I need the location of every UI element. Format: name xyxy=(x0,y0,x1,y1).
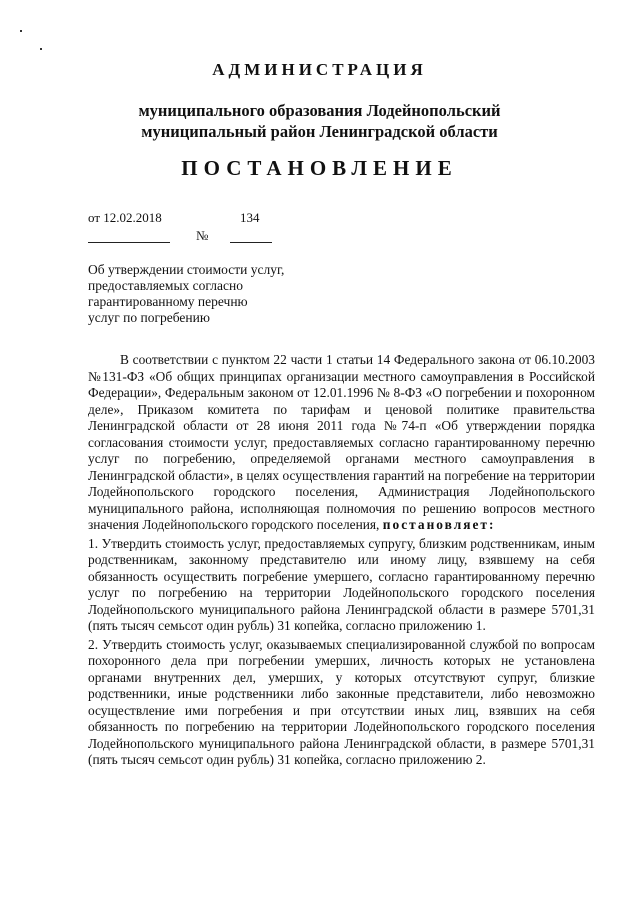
date-prefix: от xyxy=(88,210,101,225)
preamble-paragraph xyxy=(88,352,595,534)
document-subject xyxy=(88,262,284,326)
item-1: 1. Утвердить стоимость услуг, предоставляемых супругу, близким родственникам, иным родственникам, законному представителю или иному лицу, взявшему на себя обязанность осуществить погребение умершего, согласно гарантированному перечню услуг по погребению на территории Лодейнопольского городского поселения Лодейнопольского муниципального района Ленинградской области в размере 5701,31 (пять тысяч семьсот один рубль) 31 копейка, согласно приложению 1. xyxy=(88,535,595,633)
number-value: 134 xyxy=(240,210,260,225)
subject-line: услуг по погребению xyxy=(88,310,210,325)
number-underline xyxy=(230,242,272,243)
document-body xyxy=(88,352,595,769)
decree-word: постановляет: xyxy=(382,517,496,532)
scan-speck xyxy=(40,48,42,50)
subject-line: Об утверждении стоимости услуг, xyxy=(88,262,285,277)
date-field xyxy=(88,210,162,226)
municipality-line-1: муниципального образования Лодейнопольский xyxy=(138,101,501,120)
item-2: 2. Утвердить стоимость услуг, оказываемых специализированной службой по вопросам похоронного дела при погребении умерших, личность которых не установлена органами внутренних дел, умерших, у которых отсутствуют супруг, близкие родственники, иные родственники либо законные представители, либо невозможно осуществление ими погребения и при отсутствии иных лиц, взявших на себя обязанность по погребению на территории Лодейнопольского городского поселения Лодейнопольского муниципального района Ленинградской области, в размере 5701,31 (пять тысяч семьсот один рубль) 31 копейка, согласно приложению 2. xyxy=(88,636,595,767)
preamble-text: В соответствии с пунктом 22 части 1 статьи 14 Федерального закона от 06.10.2003 №131-ФЗ «Об общих принципах организации местного самоуправления в Российской Федерации», Федеральным законом от 12.01.1996 № 8-ФЗ «О погребении и похоронном деле», Приказом комитета по тарифам и ценовой политике правительства Ленинградской области от 28 июня 2011 года №74-п «Об утверждении порядка согласования стоимости услуг, предоставляемых согласно гарантированному перечню услуг по погребению, определяемой органами местного самоуправления в Ленинградской области», в целях осуществления гарантий на погребение на территории Лодейнопольского городского поселения, Администрация Лодейнопольского муниципального района, исполняющая полномочия по решению вопросов местного значения Лодейнопольского городского поселения, xyxy=(88,352,595,532)
administration-heading: АДМИНИСТРАЦИЯ xyxy=(212,60,427,79)
municipality-heading xyxy=(0,100,639,142)
subject-line: гарантированному перечню xyxy=(88,294,248,309)
date-value: 12.02.2018 xyxy=(103,210,162,225)
scan-speck xyxy=(20,30,22,32)
municipality-line-2: муниципальный район Ленинградской области xyxy=(141,122,498,141)
number-label: № xyxy=(196,228,209,243)
subject-line: предоставляемых согласно xyxy=(88,278,243,293)
date-underline xyxy=(88,242,170,243)
document-type-title: ПОСТАНОВЛЕНИЕ xyxy=(181,156,458,180)
